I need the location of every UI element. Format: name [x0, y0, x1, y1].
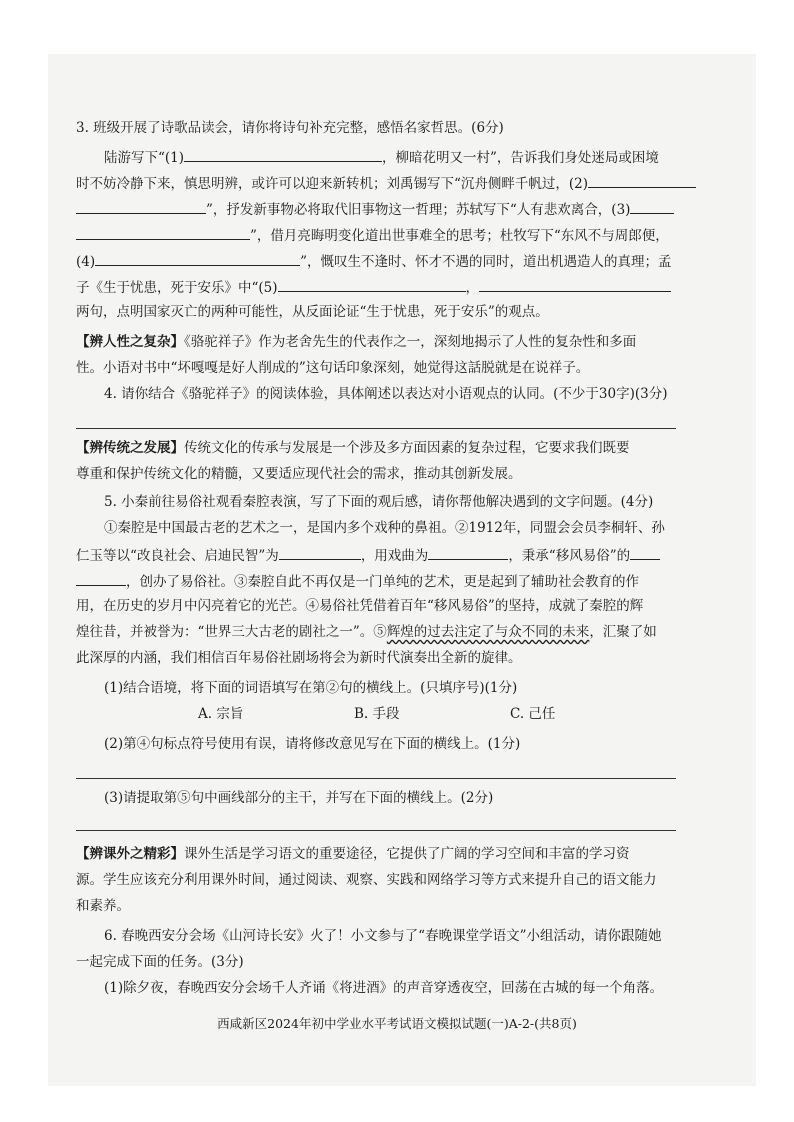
- q5-line-2: 仁玉等以“改良社会、启迪民智”为 ，用戏曲为 ，秉承“移风易俗”的: [76, 546, 676, 565]
- intro6-line-3: 和素养。: [76, 898, 130, 914]
- q5-sub-2: (2)第④句标点符号使用有误，请将修改意见写在下面的横线上。(1分): [104, 736, 521, 752]
- answer-blank-5b[interactable]: [479, 278, 671, 292]
- q3-line-6: 子《生于忧患，死于安乐》中“(5) ，: [76, 278, 676, 297]
- q5-line-6: 此深厚的内涵，我们相信百年易俗社剧场将会为新时代演奏出全新的旋律。: [76, 650, 522, 666]
- q3-line-2: 时不妨冷静下来，慎思明辨，或许可以迎来新转机；刘禹锡写下“沉舟侧畔千帆过，(2): [76, 174, 676, 193]
- intro4-line-1: 【辨人性之复杂】《骆驼祥子》作为老舍先生的代表作之一，深刻地揭示了人性的复杂性和多面: [76, 334, 637, 350]
- underlined-phrase: 辉煌的过去注定了与众不同的未来: [386, 624, 590, 640]
- q4-answer-line[interactable]: [76, 428, 676, 429]
- option-a[interactable]: A. 宗旨: [198, 706, 244, 722]
- answer-blank-3b[interactable]: [76, 226, 250, 240]
- q5-sub3-answer-line[interactable]: [76, 830, 676, 831]
- answer-blank-2b[interactable]: [76, 200, 206, 214]
- option-c[interactable]: C. 己任: [510, 706, 556, 722]
- q3-line-3: ”，抒发新事物必将取代旧事物这一哲理；苏轼写下“人有悲欢离合，(3): [76, 200, 676, 219]
- q3-line-5: (4) ”，慨叹生不逢时、怀才不遇的同时，道出机遇造人的真理；孟: [76, 254, 672, 270]
- q3-line-7: 两句，点明国家灭亡的两种可能性，从反面论证“生于忧患，死于安乐”的观点。: [76, 304, 549, 320]
- answer-blank-3a[interactable]: [630, 200, 674, 214]
- answer-blank-q5b[interactable]: [428, 546, 508, 560]
- q5-sub2-answer-line[interactable]: [76, 778, 676, 779]
- q5-title: 5. 小秦前往易俗社观看秦腔表演，写了下面的观后感，请你帮他解决遇到的文字问题。(4分): [104, 494, 654, 510]
- answer-blank-q5c1[interactable]: [630, 546, 660, 560]
- answer-blank-q5c2[interactable]: [76, 572, 126, 586]
- page-footer: 西咸新区2024年初中学业水平考试语文模拟试题(一)A-2-(共8页): [217, 1016, 577, 1031]
- q3-line-1: 陆游写下“(1) ，柳暗花明又一村”，告诉我们身处迷局或困境: [104, 150, 659, 166]
- q3-line-4: ”，借月亮晦明变化道出世事难全的思考；杜牧写下“东风不与周郎便，: [76, 226, 676, 245]
- option-b[interactable]: B. 手段: [354, 706, 400, 722]
- answer-blank-q5a[interactable]: [279, 546, 361, 560]
- answer-blank-2a[interactable]: [588, 174, 696, 188]
- answer-blank-1[interactable]: [184, 148, 382, 162]
- intro6-line-1: 【辨课外之精彩】课外生活是学习语文的重要途径，它提供了广阔的学习空间和丰富的学习资: [76, 846, 630, 862]
- intro5-line-1: 【辨传统之发展】传统文化的传承与发展是一个涉及多方面因素的复杂过程，它要求我们既要: [76, 440, 630, 456]
- answer-blank-4[interactable]: [95, 252, 300, 266]
- q5-sub-1: (1)结合语境，将下面的词语填写在第②句的横线上。(只填序号)(1分): [104, 680, 518, 696]
- q5-sub-3: (3)请提取第⑤句中画线部分的主干，并写在下面的横线上。(2分): [104, 790, 494, 806]
- q3-title: 3. 班级开展了诗歌品读会，请你将诗句补充完整，感悟名家哲思。(6分): [76, 120, 504, 136]
- q6-line-3: (1)除夕夜，春晚西安分会场千人齐诵《将进酒》的声音穿透夜空，回荡在古城的每一个角落。: [104, 980, 664, 996]
- q6-line-2: 一起完成下面的任务。(3分): [76, 954, 244, 970]
- intro5-line-2: 尊重和保护传统文化的精髓，又要适应现代社会的需求，推动其创新发展。: [76, 466, 522, 482]
- q5-line-1: ①秦腔是中国最古老的艺术之一，是国内多个戏种的鼻祖。②1912年，同盟会会员李桐轩、孙: [104, 520, 665, 536]
- intro6-line-2: 源。学生应该充分利用课外时间，通过阅读、观察、实践和网络学习等方式来提升自己的语文能力: [76, 872, 657, 888]
- q5-line-3: ，创办了易俗社。③秦腔自此不再仅是一门单纯的艺术，更是起到了辅助社会教育的作: [76, 572, 676, 591]
- intro4-line-2: 性。小语对书中“坏嘎嘎是好人削成的”这句话印象深刻，她觉得这話脱就是在说祥子。: [76, 360, 590, 376]
- q5-line-5: 煌往昔，并被誉为：“世界三大古老的剧社之一”。⑤辉煌的过去注定了与众不同的未来，汇聚了如: [76, 624, 657, 640]
- q6-line-1: 6. 春晚西安分会场《山河诗长安》火了！小文参与了“春晚课堂学语文”小组活动，请你跟随她: [104, 928, 662, 944]
- answer-blank-5a[interactable]: [278, 278, 466, 292]
- q5-line-4: 用，在历史的岁月中闪亮着它的光芒。④易俗社凭借着百年“移风易俗”的坚持，成就了秦腔的辉: [76, 598, 644, 614]
- q4-title: 4. 请你结合《骆驼祥子》的阅读体验，具体阐述以表达对小语观点的认同。(不少于30字)(3分): [104, 386, 668, 402]
